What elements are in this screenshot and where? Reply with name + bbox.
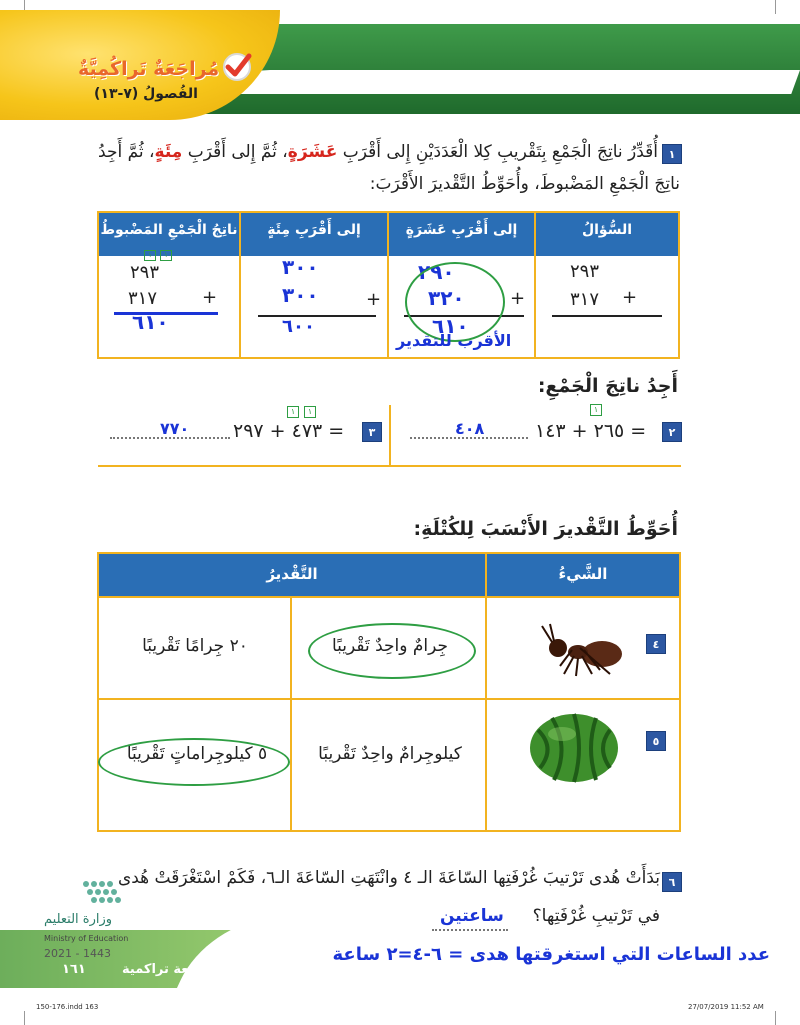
exact-addend-2: ٣١٧ xyxy=(128,288,158,309)
question-number-2: ٢ xyxy=(662,422,682,442)
q3-answer: ٧٧٠ xyxy=(160,419,190,438)
ant-image xyxy=(530,620,626,680)
sum-line xyxy=(258,315,376,317)
exact-sum: ٦١٠ xyxy=(132,310,169,334)
header-band-edge xyxy=(221,70,800,94)
estimate-option-2[interactable]: ٢٠ جِرامًا تَقْريبًا xyxy=(142,636,248,656)
carry-box: ١ xyxy=(144,250,156,261)
tens-addend-1: ٢٩٠ xyxy=(418,260,455,284)
ministry-name-ar: وزارة التعليم xyxy=(44,912,113,927)
tens-addend-2: ٣٢٠ xyxy=(428,286,465,310)
q2-expression: ٢٦٥ + ١٤٣ = xyxy=(535,420,647,442)
estimate-option-1[interactable]: جِرامٌ واحِدٌ تَقْريبًا xyxy=(331,636,449,656)
footer-section: مراجعة تراكمية xyxy=(122,962,219,977)
checkmark-icon xyxy=(222,52,252,82)
tens-sum: ٦١٠ xyxy=(432,314,469,338)
question-number-4: ٤ xyxy=(646,634,666,654)
question-number-6: ٦ xyxy=(662,872,682,892)
table-divider xyxy=(99,596,679,598)
header-nearest-hundred: إلى أَقْرَبِ مِئَةٍ xyxy=(267,222,361,238)
estimate-option-1[interactable]: كيلوجِرامٌ واحِدٌ تَقْريبًا xyxy=(318,744,462,764)
table-divider xyxy=(290,596,292,830)
sum-line xyxy=(552,315,662,317)
table-divider xyxy=(99,698,679,700)
carry-box: ١ xyxy=(287,406,299,418)
header-object: الشَّيءُ xyxy=(558,565,608,583)
q1-text-a: أُقَدِّرُ ناتِجَ الْجَمْعِ بِتَقْريبِ كِلا الْعَدَدَيْنِ إِلى أَقْرَبِ xyxy=(342,142,658,162)
watermelon-image xyxy=(526,710,622,786)
edition-year: 2021 - 1443 xyxy=(44,947,111,960)
q6-line1: بَدَأَتْ هُدى تَرْتيبَ غُرْفَتِها السّاعَةَ الـ ٤ وانْتَهَتِ السّاعَةَ الـ٦، فَكَمْ اسْتَغْرَقَتْ هُدى xyxy=(117,868,660,888)
mass-title: أُحَوِّطُ التَّقْديرَ الأَنْسَبَ لِلكُتْلَةِ: xyxy=(413,518,678,540)
plus-sign: + xyxy=(622,287,638,308)
header-exact-sum: ناتِجُ الْجَمْعِ المَضْبوطُ xyxy=(100,222,238,238)
q1-text-c: ، ثُمَّ أَجِدُ xyxy=(98,142,155,162)
plus-sign: + xyxy=(202,287,218,308)
section-divider xyxy=(98,465,681,467)
hundreds-addend-2: ٣٠٠ xyxy=(282,283,319,307)
q1-highlight-hundreds: مِئَةٍ xyxy=(154,142,183,162)
plus-sign: + xyxy=(510,288,526,309)
exact-addend-1: ٢٩٣ xyxy=(130,262,160,283)
q2-answer: ٤٠٨ xyxy=(455,419,485,438)
carry-box: ١ xyxy=(590,404,602,416)
find-sum-title: أَجِدُ ناتِجَ الْجَمْعِ: xyxy=(537,375,678,397)
q1-line1 xyxy=(98,136,658,169)
hundreds-addend-1: ٣٠٠ xyxy=(282,255,319,279)
header-question: السُّؤالُ xyxy=(581,222,633,238)
file-name: 150-176.indd 163 xyxy=(36,1003,99,1011)
q6-answer: ساعتين xyxy=(440,906,504,926)
question-number-3: ٣ xyxy=(362,422,382,442)
closest-estimate-note: الأقرب للتقدير xyxy=(396,331,512,350)
header-nearest-ten: إلى أَقْرَبِ عَشَرَةٍ xyxy=(405,222,518,238)
ministry-name-en: Ministry of Education xyxy=(44,934,129,943)
ministry-logo-icon xyxy=(80,876,126,912)
q6-work: عدد الساعات التي استغرقتها هدى = ٦-٤=٢ ساعة xyxy=(332,944,770,965)
hundreds-sum: ٦٠٠ xyxy=(282,316,315,337)
question-addend-2: ٣١٧ xyxy=(570,289,600,310)
header-estimate: التَّقْديرُ xyxy=(266,565,318,583)
question-addend-1: ٢٩٣ xyxy=(570,261,600,282)
chapters-label: الفُصولُ (٧-١٣) xyxy=(94,86,198,102)
q3-expression: ٤٧٣ + ٢٩٧ = xyxy=(233,420,345,442)
question-number-5: ٥ xyxy=(646,731,666,751)
answer-line xyxy=(432,928,508,931)
page-number: ١٦١ xyxy=(62,962,86,977)
carry-box: ١ xyxy=(304,406,316,418)
page-title: مُراجَعَةٌ تَراكُمِيَّةٌ xyxy=(78,58,220,80)
plus-sign: + xyxy=(366,289,382,310)
column-divider xyxy=(389,405,391,465)
q1-line2: ناتِجَ الْجَمْعِ المَضْبوطَ، وأُحَوِّطُ التَّقْديرَ الأَقْرَبَ: xyxy=(369,174,680,194)
q1-text-b: ، ثُمَّ إِلى أَقْرَبِ xyxy=(187,142,288,162)
closest-estimate-circle xyxy=(405,262,505,342)
question-number-1: ١ xyxy=(662,144,682,164)
selected-answer-circle xyxy=(98,738,290,786)
print-date: 27/07/2019 11:52 AM xyxy=(688,1003,764,1011)
q6-line2: في تَرْتيبِ غُرْفَتِها؟ xyxy=(532,906,660,926)
estimate-option-2[interactable]: ٥ كيلوجِراماتٍ تَقْريبًا xyxy=(126,744,268,764)
carry-box: ١ xyxy=(160,250,172,261)
q1-highlight-tens: عَشَرَةٍ xyxy=(287,142,338,162)
selected-answer-circle xyxy=(308,623,476,679)
